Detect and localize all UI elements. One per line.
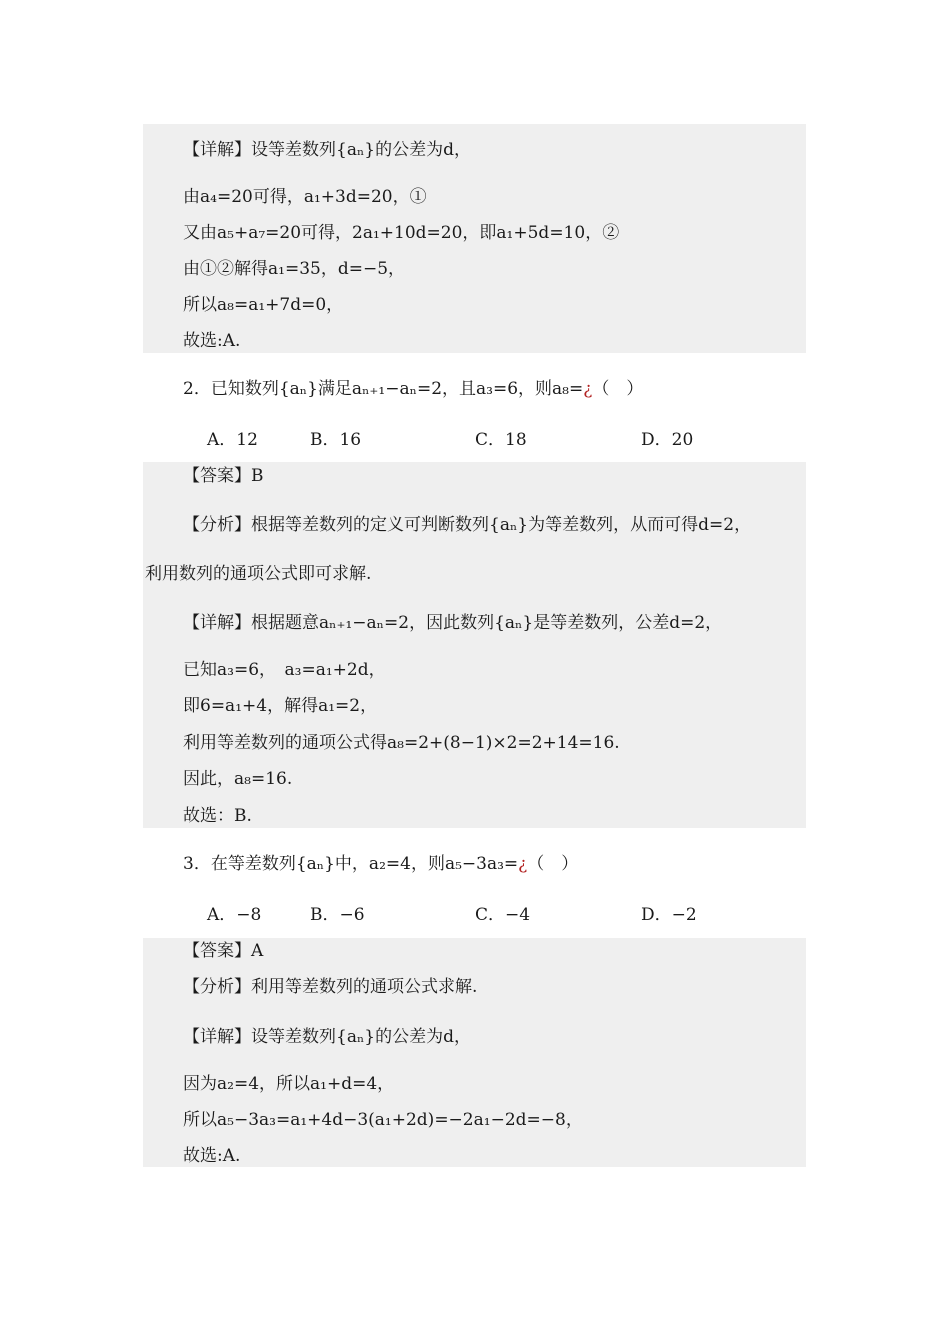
detail-line: 【详解】设等差数列{aₙ}的公差为d， xyxy=(183,1027,472,1047)
detail-line: 【详解】设等差数列{aₙ}的公差为d， xyxy=(183,140,472,160)
detail-line: 【详解】根据题意aₙ₊₁−aₙ=2，因此数列{aₙ}是等差数列，公差d=2， xyxy=(183,613,723,633)
stem-paren: （ ） xyxy=(592,379,644,399)
option-b: B．−6 xyxy=(310,905,365,925)
detail-line: 已知a₃=6， a₃=a₁+2d， xyxy=(183,660,386,680)
analysis-line: 【分析】根据等差数列的定义可判断数列{aₙ}为等差数列，从而可得d=2， xyxy=(183,515,752,535)
stem-paren: （ ） xyxy=(527,854,579,874)
detail-line: 由a₄=20可得，a₁+3d=20，① xyxy=(183,187,427,207)
answer-line: 【答案】A xyxy=(183,941,264,961)
option-a: A．12 xyxy=(207,430,258,450)
detail-line: 因此，a₈=16. xyxy=(183,769,293,789)
answer-line: 【答案】B xyxy=(183,466,264,486)
detail-line: 由①②解得a₁=35，d=−5， xyxy=(183,259,406,279)
option-c: C．18 xyxy=(475,430,527,450)
option-d: D．20 xyxy=(641,430,694,450)
option-c: C．−4 xyxy=(475,905,531,925)
option-a: A．−8 xyxy=(207,905,262,925)
detail-line: 故选:A. xyxy=(183,1146,241,1166)
question-stem-text: 2．已知数列{aₙ}满足aₙ₊₁−aₙ=2，且a₃=6，则a₈= xyxy=(183,379,584,399)
question-3-stem xyxy=(183,852,578,876)
stem-glyph: ¿ xyxy=(583,379,593,399)
detail-line: 所以a₈=a₁+7d=0， xyxy=(183,295,344,315)
detail-line: 利用等差数列的通项公式得a₈=2+(8−1)×2=2+14=16. xyxy=(183,733,620,753)
detail-line: 即6=a₁+4，解得a₁=2， xyxy=(183,696,378,716)
detail-line: 故选：B. xyxy=(183,806,252,826)
solution-block-3 xyxy=(143,938,806,1167)
detail-line: 又由a₅+a₇=20可得，2a₁+10d=20，即a₁+5d=10，② xyxy=(183,223,620,243)
question-stem-text: 3．在等差数列{aₙ}中，a₂=4，则a₅−3a₃= xyxy=(183,854,519,874)
question-2-stem xyxy=(183,377,643,401)
analysis-line: 利用数列的通项公式即可求解. xyxy=(145,564,372,584)
stem-glyph: ¿ xyxy=(518,854,528,874)
detail-line: 故选:A. xyxy=(183,331,241,351)
detail-line: 因为a₂=4，所以a₁+d=4， xyxy=(183,1074,395,1094)
detail-line: 所以a₅−3a₃=a₁+4d−3(a₁+2d)=−2a₁−2d=−8， xyxy=(183,1110,583,1130)
option-b: B．16 xyxy=(310,430,362,450)
option-d: D．−2 xyxy=(641,905,697,925)
analysis-line: 【分析】利用等差数列的通项公式求解. xyxy=(183,977,478,997)
